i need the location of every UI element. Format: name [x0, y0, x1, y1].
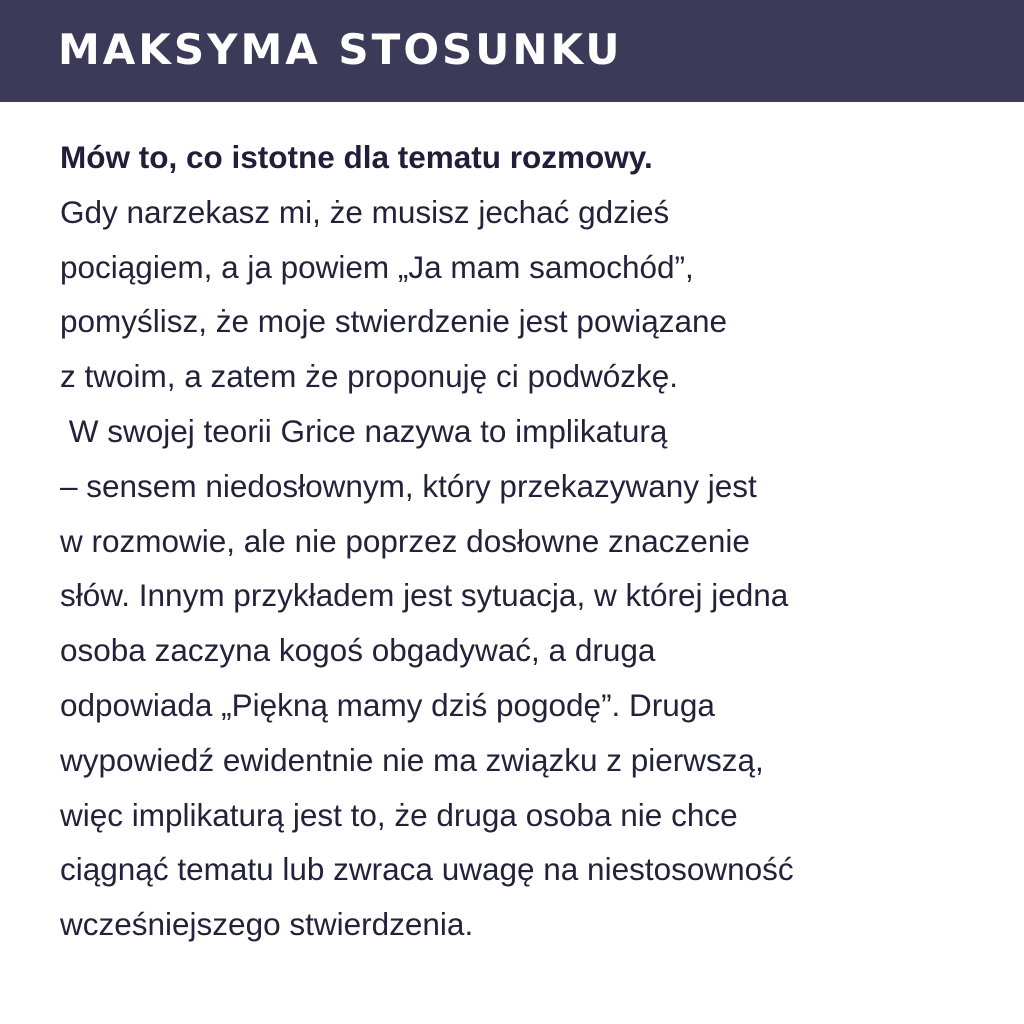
text-line: pociągiem, a ja powiem „Ja mam samochód”, [60, 248, 694, 285]
text-line: więc implikaturą jest to, że druga osoba nie chce [60, 796, 738, 833]
text-line: – sensem niedosłownym, który przekazywany jest [60, 467, 757, 504]
text-line: odpowiada „Piękną mamy dziś pogodę”. Druga [60, 686, 715, 723]
text-line: z twoim, a zatem że proponuję ci podwózkę. [60, 358, 679, 395]
text-line: wcześniejszego stwierdzenia. [60, 906, 474, 943]
text-line: wypowiedź ewidentnie nie ma związku z pierwszą, [60, 741, 764, 778]
text-line: osoba zaczyna kogoś obgadywać, a druga [60, 632, 656, 669]
header-bar [0, 0, 1024, 102]
page-title: MAKSYMA STOSUNKU [58, 25, 623, 74]
text-line: ciągnąć tematu lub zwraca uwagę na niestosowność [60, 851, 794, 888]
body-text [60, 130, 1000, 952]
text-line: Gdy narzekasz mi, że musisz jechać gdzieś [60, 193, 670, 230]
text-line: pomyślisz, że moje stwierdzenie jest powiązane [60, 303, 728, 340]
text-line: słów. Innym przykładem jest sytuacja, w której jedna [60, 577, 789, 614]
text-line: w rozmowie, ale nie poprzez dosłowne znaczenie [60, 522, 750, 559]
lead-sentence: Mów to, co istotne dla tematu rozmowy. [60, 139, 653, 175]
text-line: W swojej teorii Grice nazywa to implikaturą [60, 412, 668, 449]
